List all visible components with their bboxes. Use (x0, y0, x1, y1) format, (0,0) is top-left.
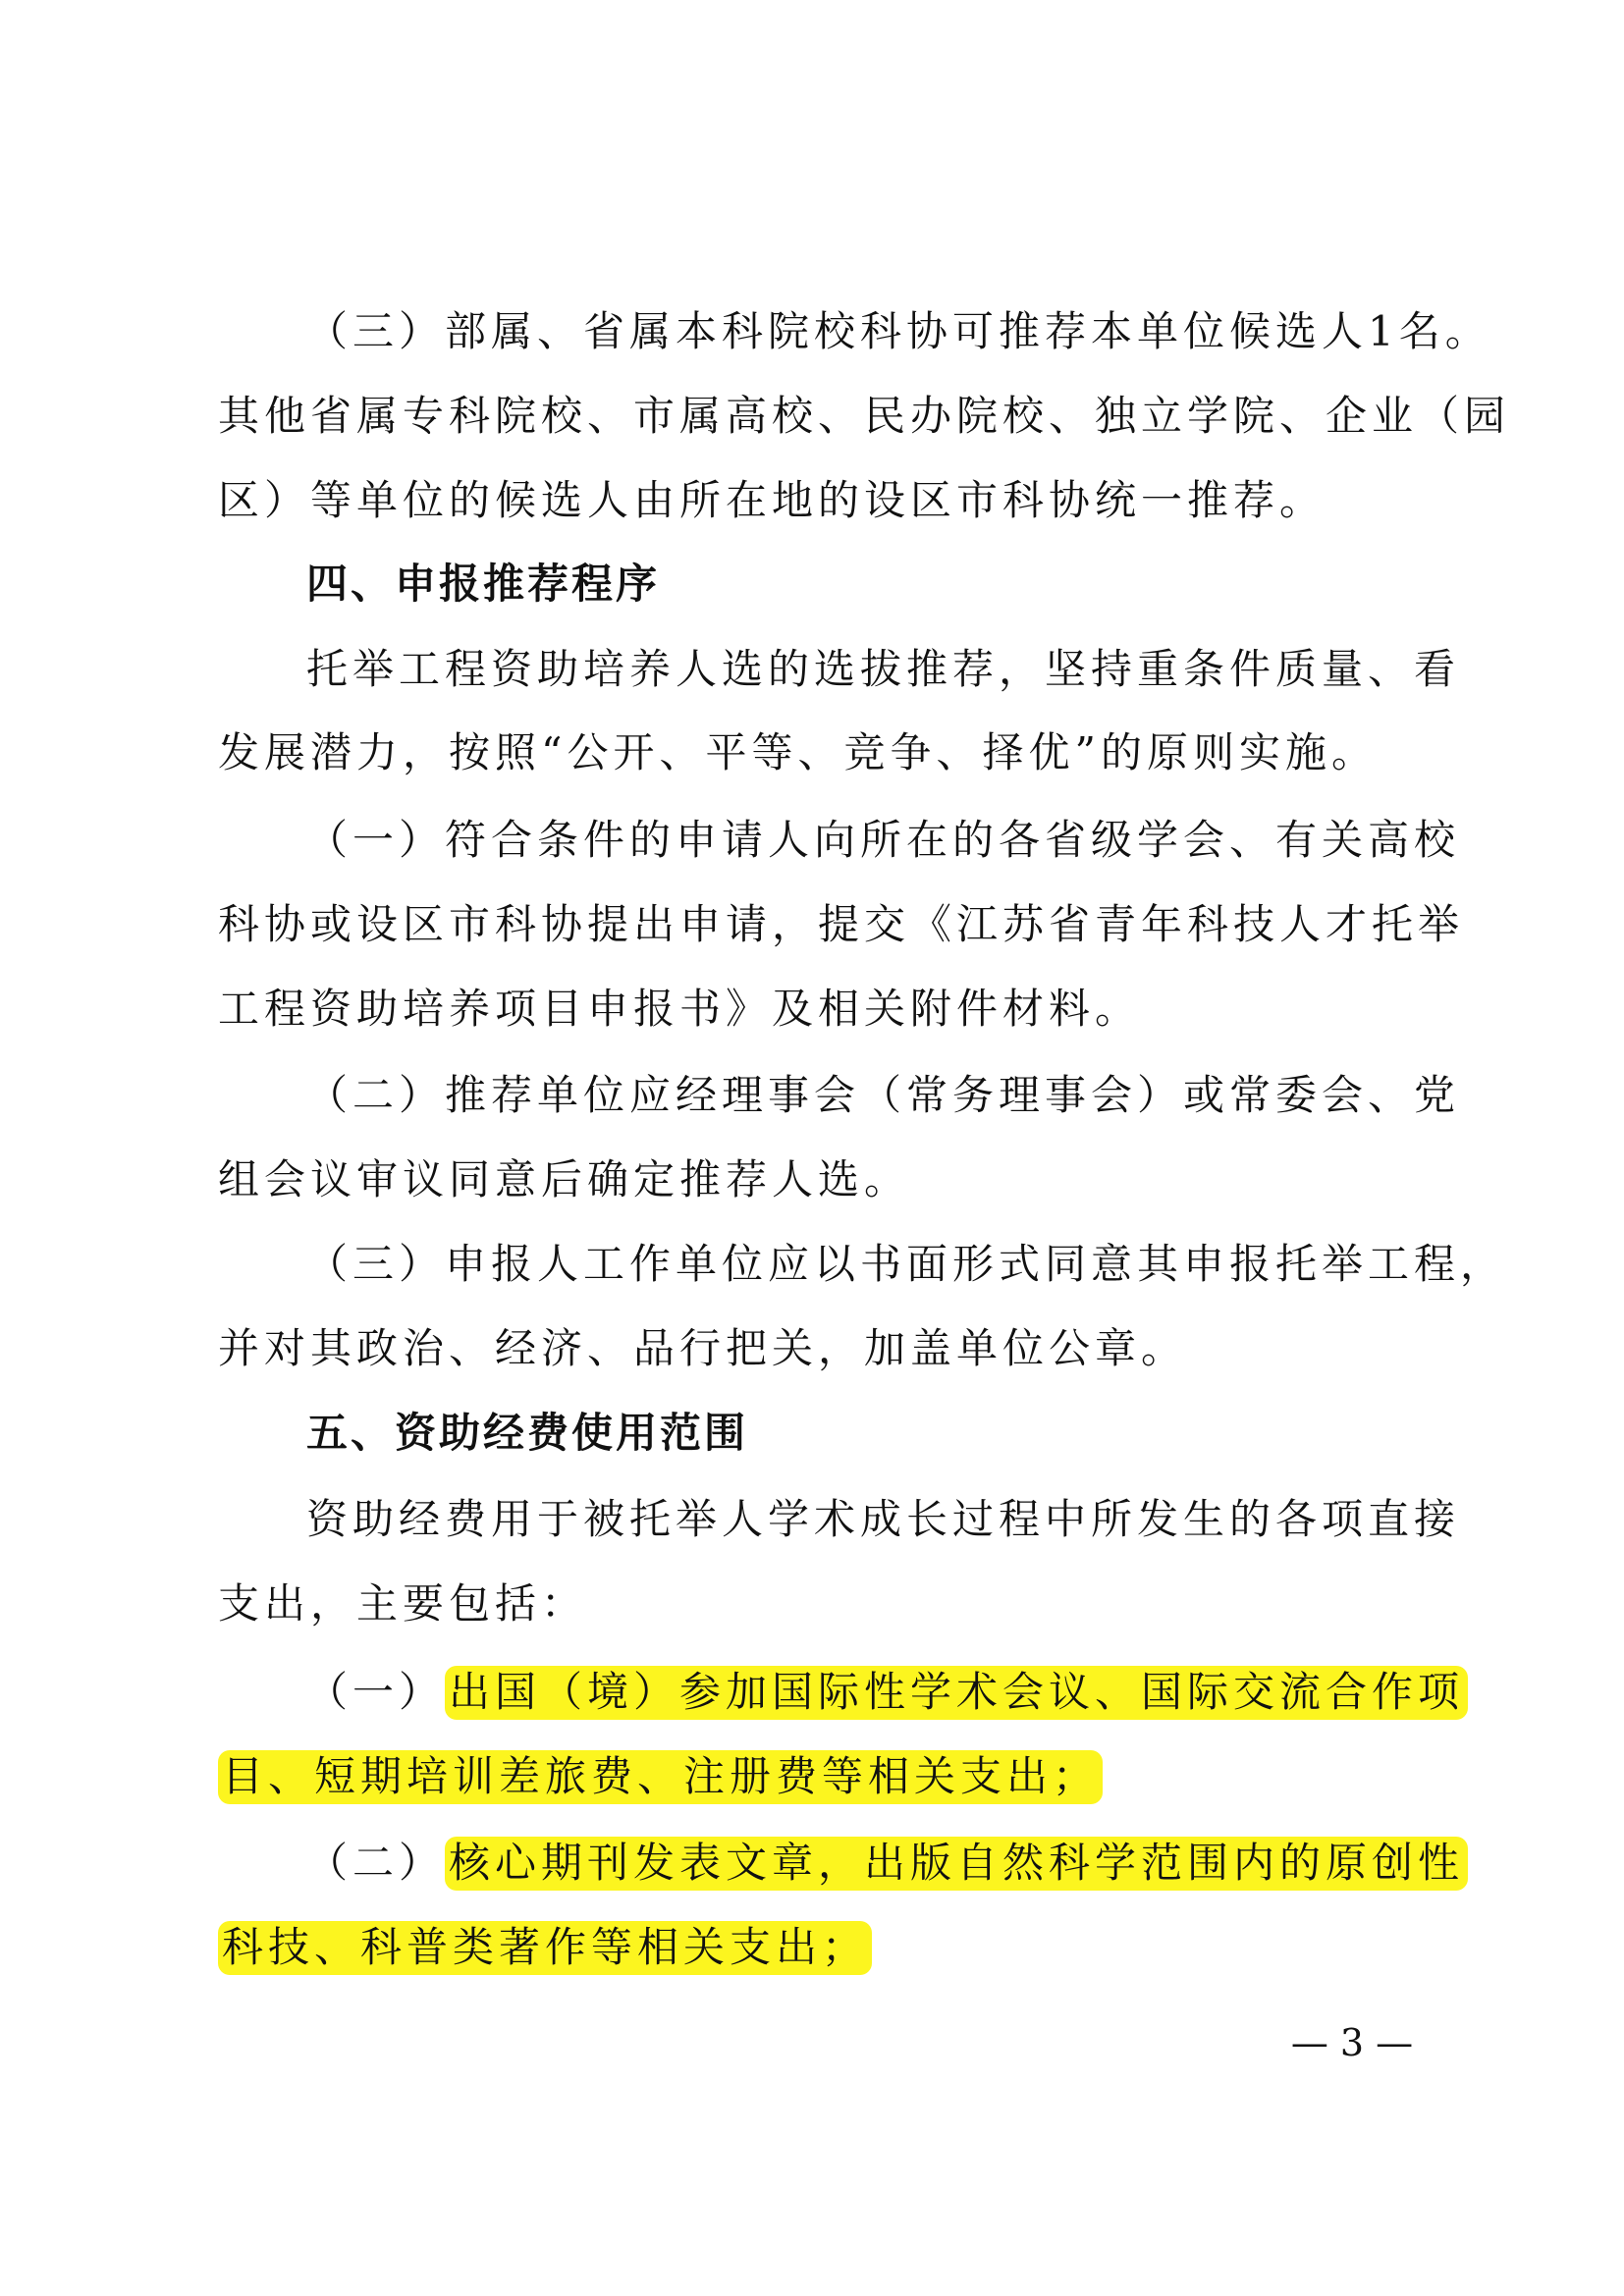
paragraph-line: 并对其政治、经济、品行把关，加盖单位公章。 (218, 1324, 1188, 1372)
paragraph-line: 科协或设区市科协提出申请，提交《江苏省青年科技人才托举 (218, 900, 1465, 948)
highlighted-line (306, 1663, 1465, 1722)
paragraph-line: （三）部属、省属本科院校科协可推荐本单位候选人1名。 (306, 307, 1491, 355)
paragraph-line: 区）等单位的候选人由所在地的设区市科协统一推荐。 (218, 476, 1326, 524)
highlighted-text: 科技、科普类著作等相关支出； (218, 1921, 872, 1975)
section-heading: 五、资助经费使用范围 (306, 1409, 749, 1457)
highlighted-text: 目、短期培训差旅费、注册费等相关支出； (218, 1750, 1103, 1804)
highlighted-line (218, 1747, 1416, 1806)
section-heading: 四、申报推荐程序 (306, 560, 661, 608)
paragraph-line: 支出，主要包括： (218, 1579, 588, 1628)
item-prefix: （一） (306, 1668, 446, 1716)
paragraph-line: 发展潜力，按照“公开、平等、竞争、择优”的原则实施。 (218, 728, 1378, 776)
highlighted-line (218, 1918, 1416, 1977)
paragraph-line: （三）申报人工作单位应以书面形式同意其申报托举工程， (306, 1240, 1507, 1288)
highlighted-text: 核心期刊发表文章，出版自然科学范围内的原创性 (445, 1837, 1468, 1891)
paragraph-line: 工程资助培养项目申报书》及相关附件材料。 (218, 985, 1142, 1033)
paragraph-line: 组会议审议同意后确定推荐人选。 (218, 1155, 911, 1203)
highlighted-line (306, 1834, 1465, 1893)
paragraph-line: 资助经费用于被托举人学术成长过程中所发生的各项直接 (306, 1495, 1461, 1543)
item-prefix: （二） (306, 1839, 446, 1887)
paragraph-line: （二）推荐单位应经理事会（常务理事会）或常委会、党 (306, 1071, 1461, 1119)
paragraph-line: 托举工程资助培养人选的选拔推荐，坚持重条件质量、看 (306, 645, 1461, 693)
paragraph-line: （一）符合条件的申请人向所在的各省级学会、有关高校 (306, 816, 1461, 864)
paragraph-line: 其他省属专科院校、市属高校、民办院校、独立学院、企业（园 (218, 392, 1511, 440)
highlighted-text: 出国（境）参加国际性学术会议、国际交流合作项 (445, 1666, 1468, 1720)
page-number: — 3 — (1290, 2021, 1414, 2064)
